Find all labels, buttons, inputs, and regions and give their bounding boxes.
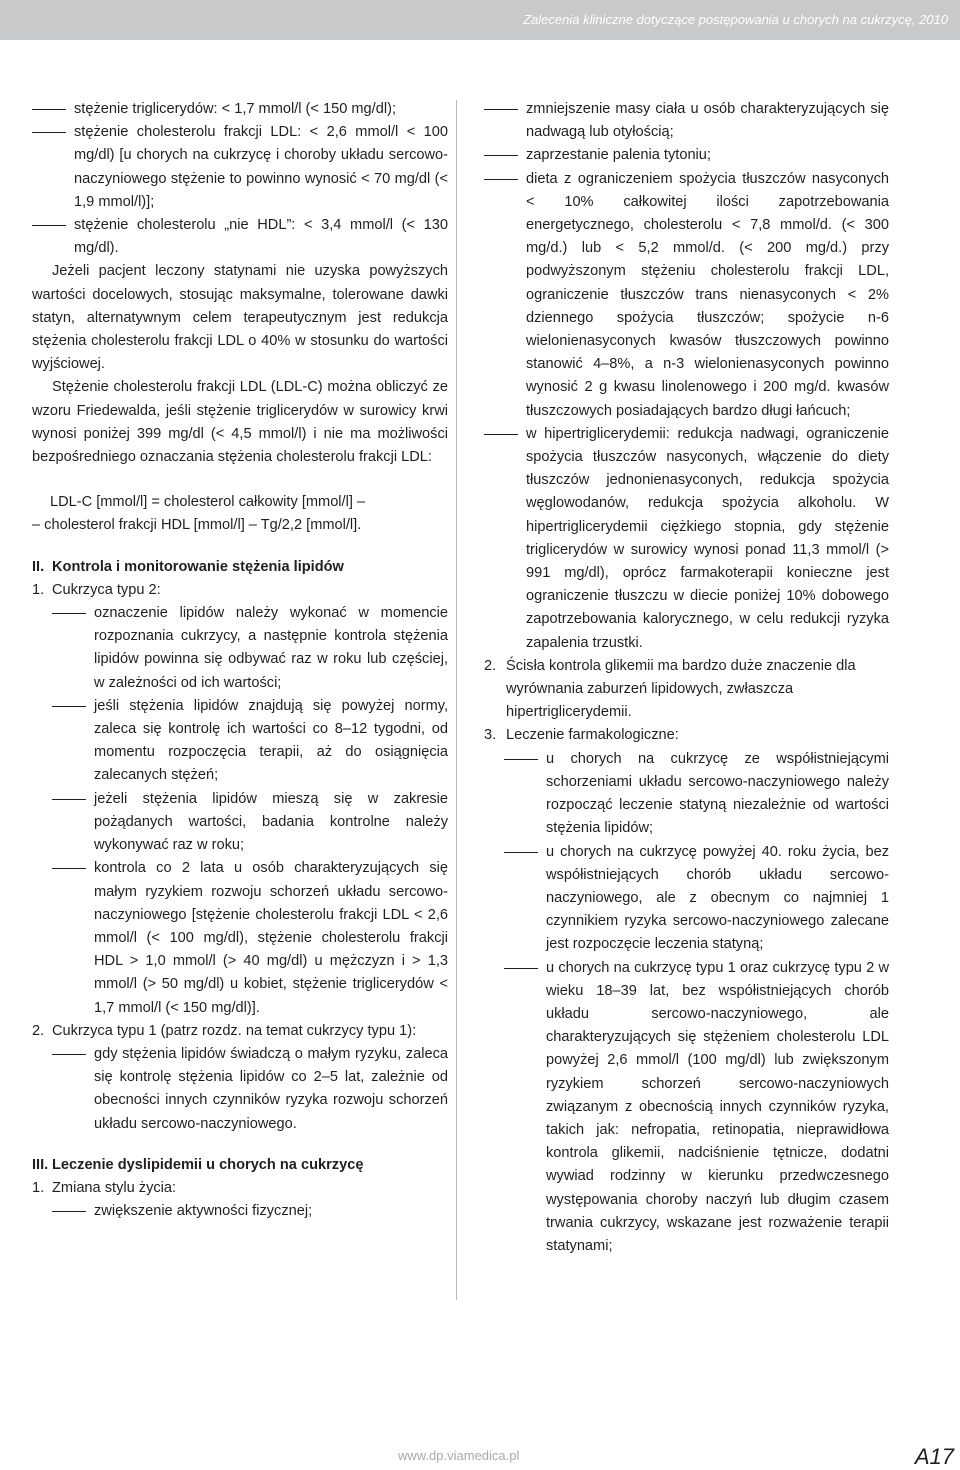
list-item: jeżeli stężenia lipidów mieszą się w zakresie pożądanych wartości, badania kontrolne należy wykonywać raz w roku; — [52, 788, 448, 858]
item-pharmacological — [484, 724, 889, 747]
footer-url: www.dp.viamedica.pl — [398, 1448, 520, 1463]
section-heading-ii — [32, 556, 448, 579]
formula-line-1: LDL-C [mmol/l] = cholesterol całkowity [mmol/l] – — [50, 494, 366, 511]
list-item: w hipertriglicerydemii: redukcja nadwagi, ograniczenie spożycia tłuszczów nasyconych, włączenie do diety tłuszczów jednonienasyconych, redukcja spożycia węglowodanów, redukcja spożycia alkoholu. W hipertriglicerydemii ciężkiego stopnia, gdy stężenie triglicerydów w surowicy wynosi ponad 11,3 mmol/l (> 991 mg/dl), oprócz farmakoterapii konieczne jest ograniczenie tłuszczu w diecie poniżej 10% dobowego zapotrzebowania kalorycznego, w celu redukcji ryzyka zapalenia trzustki. — [484, 423, 889, 655]
list-item: kontrola co 2 lata u osób charakteryzujących się małym ryzykiem rozwoju schorzeń układu sercowo-naczyniowego [stężenie cholesterolu frakcji LDL < 2,6 mmol/l (< 100 mg/dl), stężenie cholesterolu frakcji HDL > 1,0 mmol/l (> 40 mg/dl) u mężczyzn i > 1,3 mmol/l (> 50 mg/dl) u kobiet, stężenie triglicerydów < 1,7 mmol/l (< 150 mg/dl)]. — [52, 857, 448, 1019]
list-item: u chorych na cukrzycę ze współistniejącymi schorzeniami układu sercowo-naczyniowego należy rozpocząć leczenie statyną niezależnie od wartości stężenia lipidów; — [504, 748, 889, 841]
item-number: 1. — [32, 581, 45, 598]
list-item: dieta z ograniczeniem spożycia tłuszczów nasyconych < 10% całkowitej ilości zapotrzebowania energetycznego, cholesterolu < 7,8 mmol/d. (< 300 mg/d.) lub < 5,2 mmol/d. (< 200 mg/d.) przy podwyższonym stężeniu cholesterolu frakcji LDL, ograniczenie tłuszczów trans nienasyconych < 2% dziennego spożycia tłuszczów; spożycie n-6 wielonienasyconych kwasów tłuszczowych powinno stanowić 4–8%, a n-3 wielonienasyconych powinno wynosić 2 g kwasu linolenowego i 200 mg/d. kwasów tłuszczowych posiadających bardzo długi łańcuch; — [484, 168, 889, 423]
header-bar — [0, 0, 960, 40]
section-heading-iii — [32, 1154, 448, 1177]
item-glycemic-control — [484, 655, 889, 725]
paragraph-friedewald: Stężenie cholesterolu frakcji LDL (LDL-C) można obliczyć ze wzoru Friedewalda, jeśli stężenie triglicerydów w surowicy krwi wynosi poniżej 399 mg/dl (< 4,5 mmol/l) i nie ma możliwości bezpośredniego oznaczania stężenia cholesterolu frakcji LDL: — [32, 379, 448, 466]
section-number: III. — [32, 1156, 49, 1173]
list-item: jeśli stężenia lipidów znajdują się powyżej normy, zaleca się kontrolę ich wartości co 8–12 tygodni, od momentu rozpoczęcia terapii, aż do osiągnięcia zalecanych stężeń; — [52, 695, 448, 788]
paragraph-statins: Jeżeli pacjent leczony statynami nie uzyska powyższych wartości docelowych, stosując maksymalne, tolerowane dawki statyn, alternatywnym celem terapeutycznym jest redukcja stężenia cholesterolu frakcji LDL o 40% w stosunku do wartości wyjściowej. — [32, 263, 448, 373]
item-number: 3. — [484, 727, 497, 744]
formula-line-2: – cholesterol frakcji HDL [mmol/l] – Tg/2,2 [mmol/l]. — [32, 517, 362, 534]
item-title: Cukrzyca typu 2: — [52, 581, 161, 598]
type1-bullets — [52, 1043, 448, 1136]
item-text: Ścisła kontrola glikemii ma bardzo duże znaczenie dla wyrównania zaburzeń lipidowych, zwłaszcza hipertriglicerydemii. — [506, 657, 856, 721]
item-title: Zmiana stylu życia: — [52, 1179, 177, 1196]
item-number: 2. — [484, 657, 497, 674]
page-number: A17 — [914, 1444, 954, 1469]
bullet-non-hdl: stężenie cholesterolu „nie HDL”: < 3,4 mmol/l (< 130 mg/dl). — [32, 214, 448, 260]
item-lifestyle — [32, 1177, 448, 1200]
section-number: II. — [32, 558, 45, 575]
bullet-tg: stężenie triglicerydów: < 1,7 mmol/l (< 150 mg/dl); — [32, 98, 448, 121]
lifestyle-bullets — [52, 1200, 448, 1223]
list-item: oznaczenie lipidów należy wykonać w momencie rozpoznania cukrzycy, a następnie kontrola stężenia lipidów powinna się odbywać raz w roku lub częściej, w zależności od ich wartości; — [52, 602, 448, 695]
pharmacological-bullets — [504, 748, 889, 1258]
running-title: Zalecenia kliniczne dotyczące postępowania u chorych na cukrzycę, 2010 — [523, 12, 948, 27]
section-title: Leczenie dyslipidemii u chorych na cukrzycę — [52, 1156, 364, 1173]
list-item: u chorych na cukrzycę typu 1 oraz cukrzycę typu 2 w wieku 18–39 lat, bez współistniejących chorób układu sercowo-naczyniowego, ale charakteryzujących się stężeniem cholesterolu LDL powyżej 2,6 mmol/l (100 mg/dl) lub zwiększonym ryzykiem schorzeń sercowo-naczyniowych związanym z obecnością innych czynników ryzyka, takich jak: nefropatia, retinopatia, nieprawidłowa kontrola glikemii, nadciśnienie tętnicze, dodatni wywiad rodzinny w kierunku przedwczesnego występowania choroby naczyń lub długim czasem trwania cukrzycy, wskazane jest rozważenie terapii statynami; — [504, 957, 889, 1259]
bullet-ldl: stężenie cholesterolu frakcji LDL: < 2,6 mmol/l < 100 mg/dl) [u chorych na cukrzycę i choroby układu sercowo-naczyniowego stężenie to powinno wynosić < 70 mg/dl (< 1,9 mmol/l)]; — [32, 121, 448, 214]
list-item: zwiększenie aktywności fizycznej; — [52, 1200, 448, 1223]
type2-bullets — [52, 602, 448, 1020]
item-number: 1. — [32, 1179, 45, 1196]
item-diabetes-type1 — [32, 1020, 448, 1043]
list-item: gdy stężenia lipidów świadczą o małym ryzyku, zaleca się kontrolę stężenia lipidów co 2–5 lat, zależnie od obecności innych czynników ryzyka rozwoju schorzeń układu sercowo-naczyniowego. — [52, 1043, 448, 1136]
item-title: Leczenie farmakologiczne: — [506, 727, 679, 744]
item-number: 2. — [32, 1022, 45, 1039]
list-item: u chorych na cukrzycę powyżej 40. roku życia, bez współistniejących chorób układu sercowo-naczyniowego, ale z obecnym co najmniej 1 czynnikiem ryzyka sercowo-naczyniowego zalecane jest rozpoczęcie leczenia statyną; — [504, 841, 889, 957]
left-column — [32, 98, 448, 1223]
section-title: Kontrola i monitorowanie stężenia lipidów — [52, 558, 344, 575]
item-title: Cukrzyca typu 1 (patrz rozdz. na temat cukrzycy typu 1): — [52, 1022, 417, 1039]
item-diabetes-type2 — [32, 579, 448, 602]
list-item: zaprzestanie palenia tytoniu; — [484, 144, 889, 167]
right-column — [484, 98, 889, 1258]
list-item: zmniejszenie masy ciała u osób charakteryzujących się nadwagą lub otyłością; — [484, 98, 889, 144]
column-divider — [456, 100, 457, 1300]
